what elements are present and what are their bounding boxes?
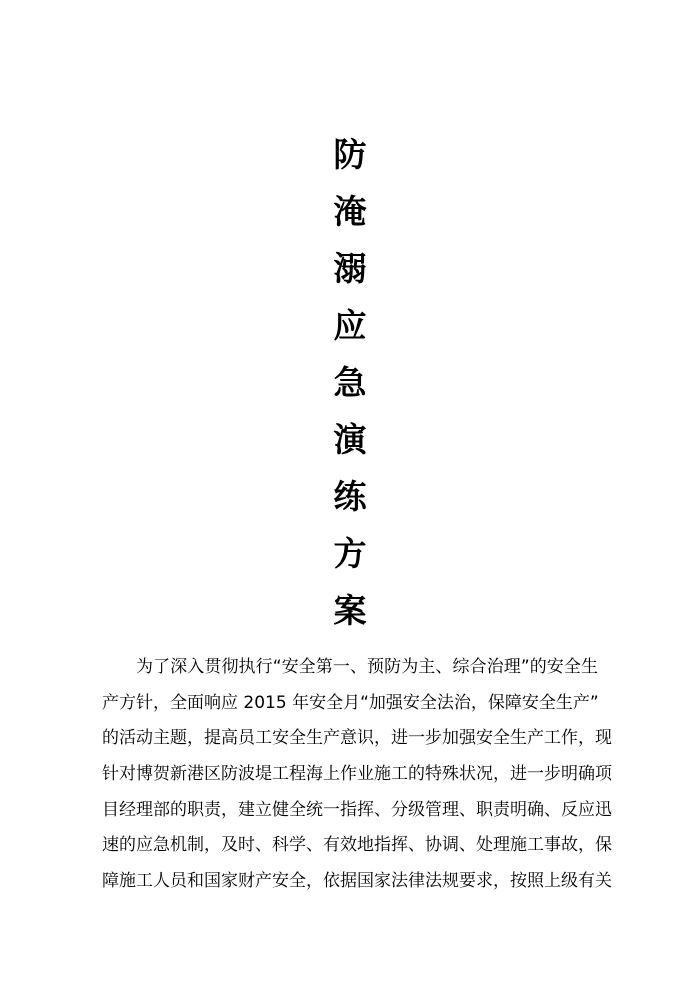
paragraph-line: 的活动主题，提高员工安全生产意识，进一步加强安全生产工作，现 <box>102 728 612 749</box>
document-title <box>320 126 380 639</box>
title-char: 防 <box>333 135 367 174</box>
body-paragraph <box>102 650 612 900</box>
paragraph-line: 为了深入贯彻执行“安全第一、预防为主、综合治理”的安全生 <box>136 657 598 677</box>
title-char: 应 <box>333 306 367 345</box>
title-char: 练 <box>333 477 367 516</box>
paragraph-line: 速的应急机制，及时、科学、有效地指挥、协调、处理施工事故，保 <box>102 835 612 856</box>
paragraph-line: 产方针，全面响应 2015 年安全月“加强安全法治，保障安全生产” <box>102 692 599 713</box>
title-char: 演 <box>333 420 367 459</box>
paragraph-line: 障施工人员和国家财产安全，依据国家法律法规要求，按照上级有关 <box>102 871 612 892</box>
title-char: 方 <box>333 534 367 573</box>
title-char: 淹 <box>333 192 367 231</box>
title-char: 溺 <box>333 249 367 288</box>
paragraph-line: 目经理部的职责，建立健全统一指挥、分级管理、职责明确、反应迅 <box>102 799 612 820</box>
title-char: 案 <box>333 591 367 630</box>
title-char: 急 <box>333 363 367 402</box>
paragraph-line: 针对博贺新港区防波堤工程海上作业施工的特殊状况，进一步明确项 <box>102 764 612 785</box>
